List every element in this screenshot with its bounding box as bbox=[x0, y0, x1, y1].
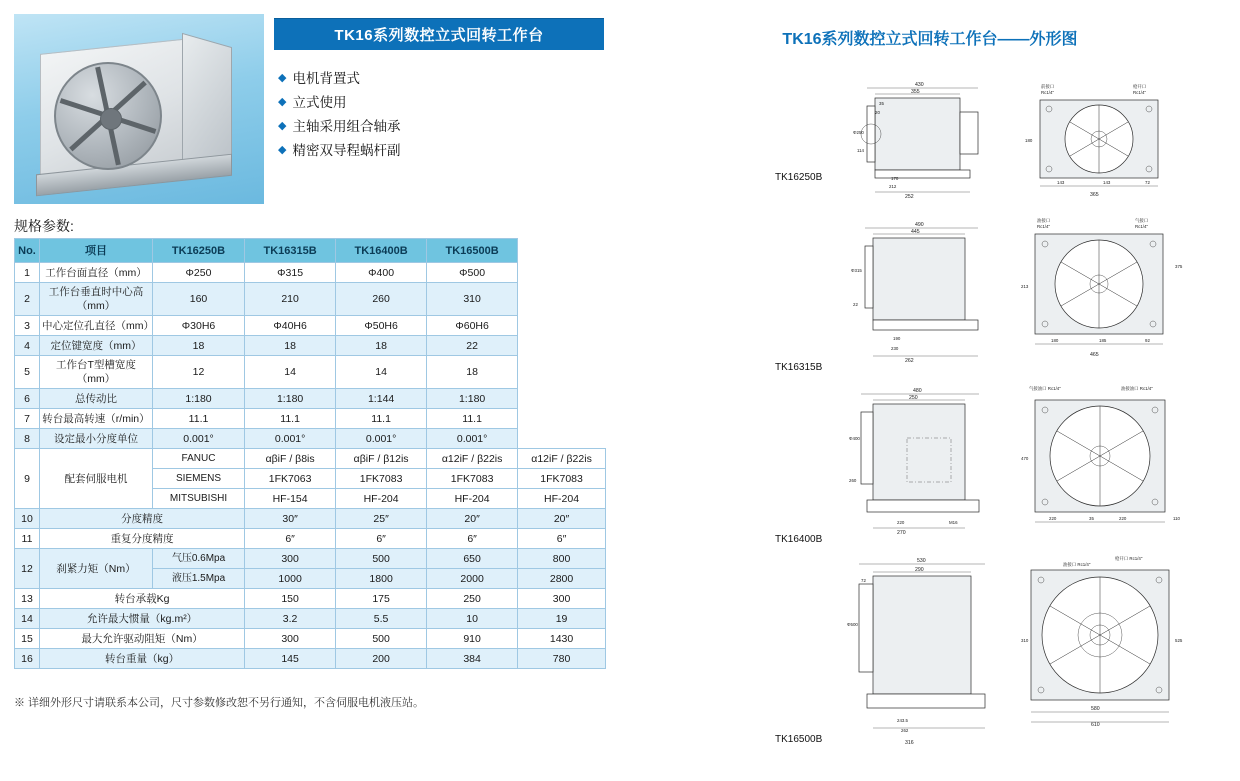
table-row bbox=[15, 389, 606, 409]
col-item: 项目 bbox=[40, 239, 153, 263]
cell-item: 总传动比 bbox=[40, 389, 153, 409]
svg-text:气接口: 气接口 bbox=[1135, 218, 1149, 223]
table-row bbox=[15, 529, 606, 549]
cell-item: 工作台T型槽宽度（mm） bbox=[40, 356, 153, 389]
cell-value: 18 bbox=[336, 336, 427, 356]
table-row bbox=[15, 589, 606, 609]
cell-value: 18 bbox=[245, 336, 336, 356]
cell-value: 1800 bbox=[336, 569, 427, 589]
drawing-label: TK16500B bbox=[775, 734, 823, 745]
svg-text:油接油口 Rc1/4": 油接油口 Rc1/4" bbox=[1121, 386, 1153, 391]
svg-text:430: 430 bbox=[915, 82, 924, 88]
svg-text:180: 180 bbox=[1025, 138, 1033, 143]
cell-value: αβiF / β12is bbox=[336, 449, 427, 469]
svg-text:枪开口 Rc1/4": 枪开口 Rc1/4" bbox=[1115, 556, 1143, 561]
cell-value: Φ60H6 bbox=[427, 316, 518, 336]
list-item bbox=[278, 68, 598, 89]
cell-value: 1:180 bbox=[427, 389, 518, 409]
table-header-row bbox=[15, 239, 606, 263]
svg-text:油接口: 油接口 bbox=[1037, 218, 1051, 223]
table-row bbox=[15, 649, 606, 669]
svg-text:Φ500: Φ500 bbox=[847, 622, 858, 627]
cell-value: 910 bbox=[427, 629, 518, 649]
cell-item: 定位键宽度（mm） bbox=[40, 336, 153, 356]
cell-value: 6″ bbox=[245, 529, 336, 549]
machine-faceplate bbox=[54, 62, 162, 170]
svg-text:525: 525 bbox=[1175, 638, 1183, 643]
svg-text:230: 230 bbox=[891, 346, 899, 351]
svg-text:92: 92 bbox=[1145, 338, 1150, 343]
cell-item: 刹紧力矩（Nm） bbox=[40, 549, 153, 589]
cell-item: 最大允许驱动阻矩（Nm） bbox=[40, 629, 245, 649]
cell-value: 500 bbox=[336, 549, 427, 569]
drawing-label: TK16400B bbox=[775, 534, 823, 545]
cell-value: 0.001° bbox=[336, 429, 427, 449]
feature-text: 立式使用 bbox=[292, 95, 347, 110]
cell-value: 20″ bbox=[427, 509, 518, 529]
faceplate-slot bbox=[69, 81, 147, 152]
cell-value: HF-204 bbox=[518, 489, 606, 509]
cell-value: 19 bbox=[518, 609, 606, 629]
svg-text:35: 35 bbox=[879, 101, 884, 106]
cell-no: 10 bbox=[15, 509, 40, 529]
cell-no: 12 bbox=[15, 549, 40, 589]
svg-text:580: 580 bbox=[1091, 706, 1100, 712]
cell-value: Φ30H6 bbox=[152, 316, 244, 336]
svg-text:480: 480 bbox=[913, 388, 922, 394]
cell-item: 分度精度 bbox=[40, 509, 245, 529]
cell-item: 设定最小分度单位 bbox=[40, 429, 153, 449]
svg-text:252: 252 bbox=[905, 194, 914, 200]
svg-text:220: 220 bbox=[1049, 516, 1057, 521]
svg-text:Rc1/4": Rc1/4" bbox=[1041, 90, 1055, 95]
table-row bbox=[15, 283, 606, 316]
cell-value: 250 bbox=[427, 589, 518, 609]
cell-no: 14 bbox=[15, 609, 40, 629]
cell-no: 3 bbox=[15, 316, 40, 336]
drawing-canvas bbox=[845, 382, 1225, 557]
feature-text: 电机背置式 bbox=[292, 71, 360, 86]
list-item bbox=[278, 92, 598, 113]
svg-text:213: 213 bbox=[1021, 284, 1029, 289]
svg-text:365: 365 bbox=[1090, 192, 1099, 198]
cell-value: 1:180 bbox=[152, 389, 244, 409]
svg-text:72: 72 bbox=[1145, 180, 1150, 185]
cell-value: 175 bbox=[336, 589, 427, 609]
cell-value: α12iF / β22is bbox=[518, 449, 606, 469]
svg-text:190: 190 bbox=[893, 336, 901, 341]
svg-text:72: 72 bbox=[861, 578, 866, 583]
svg-text:气接油口 Rc1/4": 气接油口 Rc1/4" bbox=[1029, 386, 1061, 391]
svg-text:212: 212 bbox=[889, 184, 897, 189]
cell-value: HF-154 bbox=[245, 489, 336, 509]
cell-value: 11.1 bbox=[427, 409, 518, 429]
cell-value: 500 bbox=[336, 629, 427, 649]
cell-no: 8 bbox=[15, 429, 40, 449]
svg-text:530: 530 bbox=[917, 558, 926, 564]
cell-no: 5 bbox=[15, 356, 40, 389]
cell-value: 6″ bbox=[427, 529, 518, 549]
cell-no: 2 bbox=[15, 283, 40, 316]
cell-value: 0.001° bbox=[245, 429, 336, 449]
cell-value: 260 bbox=[336, 283, 427, 316]
cell-value: 0.001° bbox=[427, 429, 518, 449]
drawing-canvas bbox=[845, 72, 1225, 202]
cell-value: 650 bbox=[427, 549, 518, 569]
svg-text:260: 260 bbox=[849, 478, 857, 483]
svg-text:枪开口: 枪开口 bbox=[1133, 84, 1147, 89]
svg-text:Rc1/4": Rc1/4" bbox=[1133, 90, 1147, 95]
cell-value: 6″ bbox=[518, 529, 606, 549]
spec-section-label: 规格参数: bbox=[14, 218, 74, 234]
cell-subitem: MITSUBISHI bbox=[152, 489, 244, 509]
cell-value: 30″ bbox=[245, 509, 336, 529]
cell-value: HF-204 bbox=[427, 489, 518, 509]
cell-value: 300 bbox=[518, 589, 606, 609]
cell-value: 160 bbox=[152, 283, 244, 316]
cell-no: 13 bbox=[15, 589, 40, 609]
cell-value: Φ500 bbox=[427, 263, 518, 283]
svg-text:Φ400: Φ400 bbox=[849, 436, 860, 441]
svg-text:35: 35 bbox=[1089, 516, 1094, 521]
table-row bbox=[15, 629, 606, 649]
cell-value: 1000 bbox=[245, 569, 336, 589]
cell-value: 2000 bbox=[427, 569, 518, 589]
svg-text:油接口 Rc1/4": 油接口 Rc1/4" bbox=[1063, 562, 1091, 567]
svg-text:465: 465 bbox=[1090, 352, 1099, 358]
product-photo-illustration bbox=[32, 36, 232, 186]
cell-value: 25″ bbox=[336, 509, 427, 529]
cell-item: 中心定位孔直径（mm） bbox=[40, 316, 153, 336]
table-row bbox=[15, 549, 606, 569]
cell-value: Φ400 bbox=[336, 263, 427, 283]
cell-value: 12 bbox=[152, 356, 244, 389]
col-tk16315b: TK16315B bbox=[245, 239, 336, 263]
cell-item: 转台最高转速（r/min） bbox=[40, 409, 153, 429]
table-row bbox=[15, 336, 606, 356]
cell-no: 7 bbox=[15, 409, 40, 429]
cell-item: 工作台垂直时中心高（mm） bbox=[40, 283, 153, 316]
svg-text:143: 143 bbox=[1103, 180, 1111, 185]
col-tk16250b: TK16250B bbox=[152, 239, 244, 263]
cell-item: 转台重量（kg） bbox=[40, 649, 245, 669]
right-column bbox=[620, 0, 1240, 781]
cell-value: 22 bbox=[427, 336, 518, 356]
spec-table bbox=[14, 238, 606, 669]
svg-text:22: 22 bbox=[853, 302, 858, 307]
cell-item: 工作台面直径（mm） bbox=[40, 263, 153, 283]
cell-value: 11.1 bbox=[336, 409, 427, 429]
cell-value: 300 bbox=[245, 629, 336, 649]
col-no: No. bbox=[15, 239, 40, 263]
product-photo bbox=[14, 14, 264, 204]
cell-no: 11 bbox=[15, 529, 40, 549]
svg-text:250: 250 bbox=[909, 395, 918, 401]
feature-list bbox=[278, 68, 598, 164]
cell-no: 6 bbox=[15, 389, 40, 409]
svg-text:185: 185 bbox=[1099, 338, 1107, 343]
diamond-bullet-icon: ◆ bbox=[278, 72, 287, 84]
svg-text:Φ250: Φ250 bbox=[853, 130, 864, 135]
cell-value: Φ315 bbox=[245, 263, 336, 283]
cell-value: 780 bbox=[518, 649, 606, 669]
cell-item: 配套伺服电机 bbox=[40, 449, 153, 509]
drawing-canvas bbox=[845, 552, 1225, 752]
svg-text:270: 270 bbox=[897, 530, 906, 536]
cell-no: 1 bbox=[15, 263, 40, 283]
diamond-bullet-icon: ◆ bbox=[278, 120, 287, 132]
cell-value: 5.5 bbox=[336, 609, 427, 629]
cell-value: Φ50H6 bbox=[336, 316, 427, 336]
table-row bbox=[15, 316, 606, 336]
svg-text:355: 355 bbox=[911, 89, 920, 95]
table-row bbox=[15, 449, 606, 469]
cell-value: 11.1 bbox=[245, 409, 336, 429]
svg-text:20: 20 bbox=[875, 110, 880, 115]
diamond-bullet-icon: ◆ bbox=[278, 96, 287, 108]
feature-text: 主轴采用组合轴承 bbox=[292, 119, 401, 134]
cell-no: 4 bbox=[15, 336, 40, 356]
cell-value: Φ40H6 bbox=[245, 316, 336, 336]
table-row bbox=[15, 356, 606, 389]
svg-text:610: 610 bbox=[1091, 722, 1100, 728]
cell-value: 384 bbox=[427, 649, 518, 669]
svg-text:262: 262 bbox=[905, 358, 914, 364]
cell-value: αβiF / β8is bbox=[245, 449, 336, 469]
svg-text:220: 220 bbox=[897, 520, 905, 525]
cell-value: 2800 bbox=[518, 569, 606, 589]
cell-value: 14 bbox=[245, 356, 336, 389]
cell-no: 15 bbox=[15, 629, 40, 649]
cell-value: 10 bbox=[427, 609, 518, 629]
cell-subitem: SIEMENS bbox=[152, 469, 244, 489]
cell-value: 1FK7083 bbox=[518, 469, 606, 489]
svg-text:262: 262 bbox=[901, 728, 909, 733]
cell-item: 重复分度精度 bbox=[40, 529, 245, 549]
cell-item: 允许最大惯量（kg.m²） bbox=[40, 609, 245, 629]
cell-subitem: 气压0.6Mpa bbox=[152, 549, 244, 569]
product-title: TK16系列数控立式回转工作台 bbox=[334, 27, 544, 44]
product-title-bar bbox=[274, 18, 604, 50]
drawing-label: TK16250B bbox=[775, 172, 823, 183]
svg-text:114: 114 bbox=[857, 148, 864, 153]
cell-subitem: FANUC bbox=[152, 449, 244, 469]
cell-value: 200 bbox=[336, 649, 427, 669]
table-row bbox=[15, 509, 606, 529]
cell-value: 20″ bbox=[518, 509, 606, 529]
col-tk16400b: TK16400B bbox=[336, 239, 427, 263]
cell-value: 1:144 bbox=[336, 389, 427, 409]
cell-value: 210 bbox=[245, 283, 336, 316]
svg-text:Φ315: Φ315 bbox=[851, 268, 862, 273]
cell-value: Φ250 bbox=[152, 263, 244, 283]
cell-subitem: 液压1.5Mpa bbox=[152, 569, 244, 589]
cell-value: 6″ bbox=[336, 529, 427, 549]
cell-item: 转台承载Kg bbox=[40, 589, 245, 609]
table-row bbox=[15, 609, 606, 629]
cell-value: 1430 bbox=[518, 629, 606, 649]
list-item bbox=[278, 140, 598, 161]
svg-text:290: 290 bbox=[915, 567, 924, 573]
cell-value: 3.2 bbox=[245, 609, 336, 629]
svg-text:375: 375 bbox=[1175, 264, 1183, 269]
cell-value: 300 bbox=[245, 549, 336, 569]
svg-text:143: 143 bbox=[1057, 180, 1065, 185]
svg-text:470: 470 bbox=[1021, 456, 1029, 461]
list-item bbox=[278, 116, 598, 137]
diamond-bullet-icon: ◆ bbox=[278, 144, 287, 156]
cell-value: 1FK7083 bbox=[427, 469, 518, 489]
cell-value: 310 bbox=[427, 283, 518, 316]
cell-value: 11.1 bbox=[152, 409, 244, 429]
cell-no: 9 bbox=[15, 449, 40, 509]
table-row bbox=[15, 409, 606, 429]
cell-value: 145 bbox=[245, 649, 336, 669]
table-row bbox=[15, 429, 606, 449]
cell-value: 18 bbox=[152, 336, 244, 356]
svg-text:170: 170 bbox=[891, 176, 899, 181]
svg-text:243.5: 243.5 bbox=[897, 718, 908, 723]
svg-text:Rc1/4": Rc1/4" bbox=[1037, 224, 1051, 229]
cell-value: 150 bbox=[245, 589, 336, 609]
svg-text:310: 310 bbox=[1021, 638, 1029, 643]
col-tk16500b: TK16500B bbox=[427, 239, 518, 263]
drawing-label: TK16315B bbox=[775, 362, 823, 373]
svg-text:前接口: 前接口 bbox=[1041, 84, 1055, 89]
cell-no: 16 bbox=[15, 649, 40, 669]
svg-text:490: 490 bbox=[915, 222, 924, 228]
svg-text:Rc1/4": Rc1/4" bbox=[1135, 224, 1149, 229]
cell-value: 1FK7063 bbox=[245, 469, 336, 489]
cell-value: α12iF / β22is bbox=[427, 449, 518, 469]
table-footnote: ※ 详细外形尺寸请联系本公司，尺寸参数修改恕不另行通知，不含伺服电机液压站。 bbox=[14, 697, 425, 709]
svg-text:316: 316 bbox=[905, 740, 914, 746]
cell-value: 1FK7083 bbox=[336, 469, 427, 489]
svg-text:445: 445 bbox=[911, 229, 920, 235]
cell-value: 14 bbox=[336, 356, 427, 389]
svg-text:M16: M16 bbox=[949, 520, 958, 525]
cell-value: 1:180 bbox=[245, 389, 336, 409]
svg-text:180: 180 bbox=[1051, 338, 1059, 343]
cell-value: HF-204 bbox=[336, 489, 427, 509]
cell-value: 800 bbox=[518, 549, 606, 569]
outline-drawings-title: TK16系列数控立式回转工作台——外形图 bbox=[782, 31, 1078, 48]
svg-text:110: 110 bbox=[1173, 516, 1180, 521]
svg-text:220: 220 bbox=[1119, 516, 1127, 521]
cell-value: 18 bbox=[427, 356, 518, 389]
cell-value: 0.001° bbox=[152, 429, 244, 449]
feature-text: 精密双导程蜗杆副 bbox=[292, 143, 401, 158]
table-row bbox=[15, 263, 606, 283]
drawing-canvas bbox=[845, 212, 1225, 377]
